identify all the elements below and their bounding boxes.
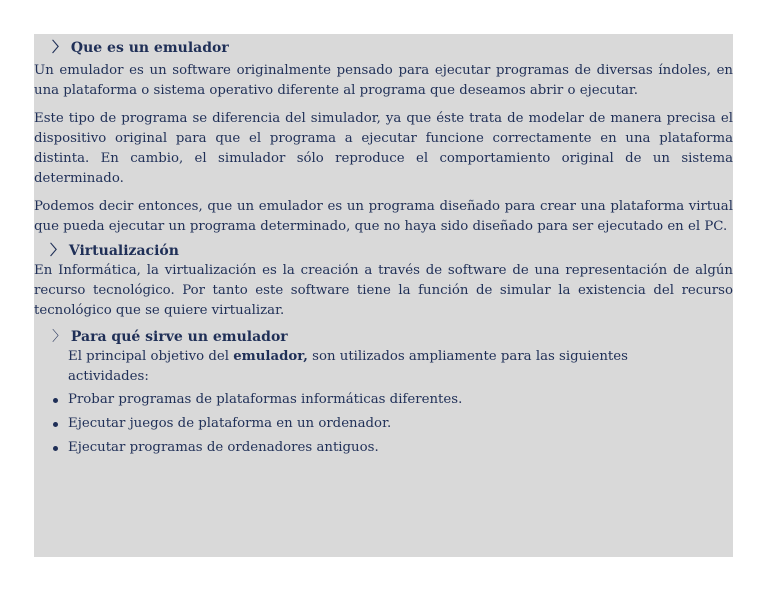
section-title: Virtualización (68, 243, 179, 259)
section-title: Que es un emulador (70, 40, 229, 56)
list-item (34, 414, 733, 434)
section-title: Para qué sirve un emulador (70, 329, 288, 345)
bullet-icon (53, 446, 58, 451)
paragraph: Un emulador es un software originalmente pensado para ejecutar programas de diversas índoles, en una plataforma o sistema operativo diferente al programa que deseamos abrir o ejecutar. (34, 63, 733, 98)
list-item (34, 390, 733, 410)
bullet-icon (53, 398, 58, 403)
document-panel (34, 34, 733, 557)
intro-bold-text: emulador, (233, 349, 308, 364)
list-item-text: Ejecutar juegos de plataforma en un ordenador. (68, 416, 392, 431)
chevron-right-icon: 〉 (52, 329, 66, 345)
bullet-icon (53, 422, 58, 427)
list-item-text: Ejecutar programas de ordenadores antiguos. (68, 440, 379, 455)
section-heading-virtualizacion (34, 241, 733, 261)
paragraph: En Informática, la virtualización es la creación a través de software de una representación de algún recurso tecnológico. Por tanto este software tiene la función de simular la existencia del recurso tecnológico que se quiere virtualizar. (34, 263, 733, 318)
intro-paragraph (34, 347, 733, 387)
paragraph: Podemos decir entonces, que un emulador es un programa diseñado para crear una plataforma virtual que pueda ejecutar un programa determinado, que no haya sido diseñado para ser ejecutado en el PC. (34, 199, 733, 234)
intro-text: son utilizados ampliamente para las siguientes actividades: (68, 349, 628, 384)
list-item-text: Probar programas de plataformas informáticas diferentes. (68, 392, 463, 407)
chevron-right-icon: 〉 (52, 40, 66, 56)
section-heading-para-que-sirve (34, 327, 733, 347)
list-item (34, 438, 733, 458)
chevron-right-icon: 〉 (50, 243, 64, 259)
paragraph: Este tipo de programa se diferencia del simulador, ya que éste trata de modelar de manera precisa el dispositivo original para que el programa a ejecutar funcione correctamente en una plataforma distinta. En cambio, el simulador sólo reproduce el comportamiento original de un sistema determinado. (34, 111, 733, 186)
section-heading-emulador (34, 38, 733, 58)
intro-text: El principal objetivo del (68, 349, 234, 364)
bullet-list (34, 390, 733, 458)
